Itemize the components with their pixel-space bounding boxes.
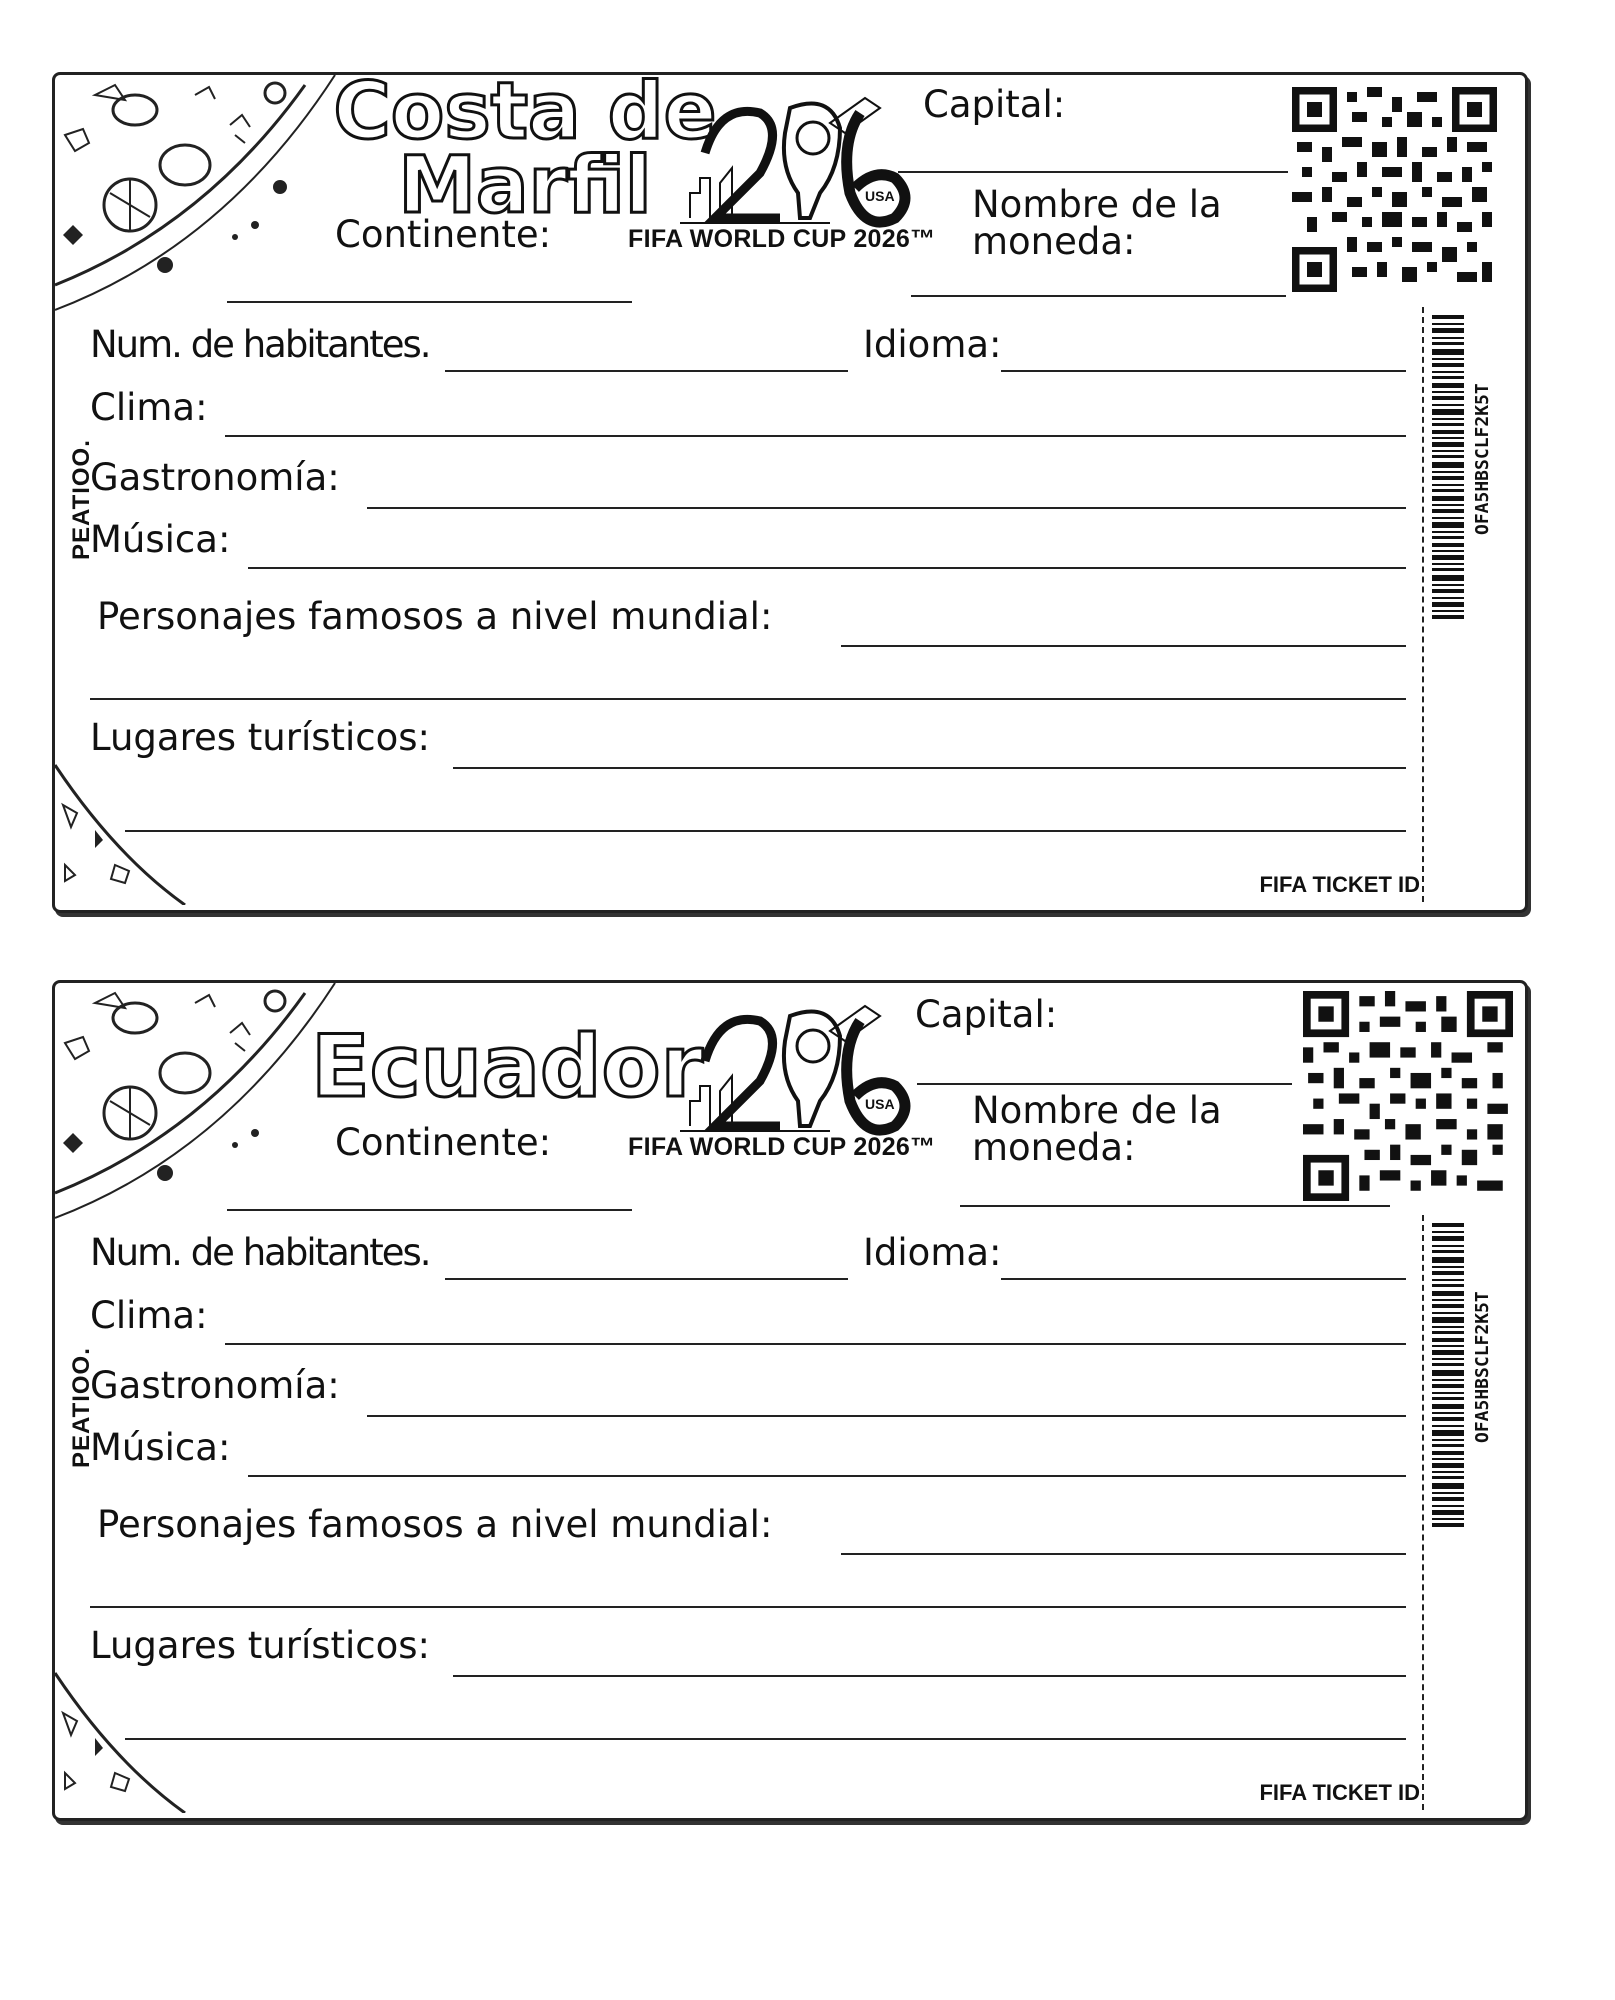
language-label: Idioma: [863,323,1002,366]
music-label: Música: [90,1426,231,1469]
music-label: Música: [90,518,231,561]
tourism-input-line-1[interactable] [453,767,1406,769]
brand-watermark: PEATIOO. [68,439,95,560]
continent-label: Continente: [335,213,552,256]
language-input-line[interactable] [1001,370,1406,372]
currency-input-line[interactable] [911,295,1286,297]
famous-input-line-2[interactable] [90,698,1406,700]
climate-label: Clima: [90,1294,208,1337]
tourism-input-line-2[interactable] [125,1738,1406,1740]
music-input-line[interactable] [248,567,1406,569]
famous-label: Personajes famosos a nivel mundial: [97,1503,773,1546]
ticket-id-label: FIFA TICKET ID [1259,872,1420,897]
currency-input-line[interactable] [960,1205,1390,1207]
population-input-line[interactable] [445,1278,848,1280]
country-title: Costa de Marfil [333,67,717,232]
svg-text:USA: USA [865,1096,895,1112]
continent-input-line[interactable] [227,1209,632,1211]
music-input-line[interactable] [248,1475,1406,1477]
barcode-code: OFA5HBSCLF2K5T [1472,1291,1493,1443]
climate-input-line[interactable] [225,1343,1406,1345]
famous-label: Personajes famosos a nivel mundial: [97,595,773,638]
barcode [1432,315,1464,620]
language-label: Idioma: [863,1231,1002,1274]
tourism-label: Lugares turísticos: [90,1624,431,1667]
currency-label-line1: Nombre de la [972,183,1222,226]
population-label: Num. de habitantes. [90,1231,430,1274]
capital-label: Capital: [915,993,1058,1036]
climate-label: Clima: [90,386,208,429]
currency-label-line2: moneda: [972,220,1136,263]
ticket-stub-separator [1422,1215,1424,1810]
barcode-code: OFA5HBSCLF2K5T [1472,383,1493,535]
tourism-input-line-1[interactable] [453,1675,1406,1677]
world-cup-logo-text: FIFA WORLD CUP 2026™ [628,1133,936,1161]
gastronomy-label: Gastronomía: [90,1364,340,1407]
language-input-line[interactable] [1001,1278,1406,1280]
qr-code [1292,87,1497,292]
ticket-ecuador [52,980,1528,1821]
barcode [1432,1223,1464,1528]
country-title: Ecuador [310,1017,704,1117]
tourism-label: Lugares turísticos: [90,716,431,759]
continent-input-line[interactable] [227,301,632,303]
gastronomy-input-line[interactable] [367,507,1406,509]
gastronomy-input-line[interactable] [367,1415,1406,1417]
brand-watermark: PEATIOO. [68,1347,95,1468]
currency-label-line1: Nombre de la [972,1089,1222,1132]
famous-input-line-2[interactable] [90,1606,1406,1608]
population-label: Num. de habitantes. [90,323,430,366]
ticket-stub-separator [1422,307,1424,902]
famous-input-line-1[interactable] [841,1553,1406,1555]
tourism-input-line-2[interactable] [125,830,1406,832]
svg-text:USA: USA [865,188,895,204]
capital-label: Capital: [923,83,1066,126]
continent-label: Continente: [335,1121,552,1164]
climate-input-line[interactable] [225,435,1406,437]
population-input-line[interactable] [445,370,848,372]
qr-code [1303,991,1513,1201]
capital-input-line[interactable] [898,171,1288,173]
ticket-costa-de-marfil [52,67,1528,913]
capital-input-line[interactable] [917,1083,1292,1085]
currency-label-line2: moneda: [972,1126,1136,1169]
famous-input-line-1[interactable] [841,645,1406,647]
gastronomy-label: Gastronomía: [90,456,340,499]
ticket-id-label: FIFA TICKET ID [1259,1780,1420,1805]
world-cup-logo-text: FIFA WORLD CUP 2026™ [628,225,936,253]
